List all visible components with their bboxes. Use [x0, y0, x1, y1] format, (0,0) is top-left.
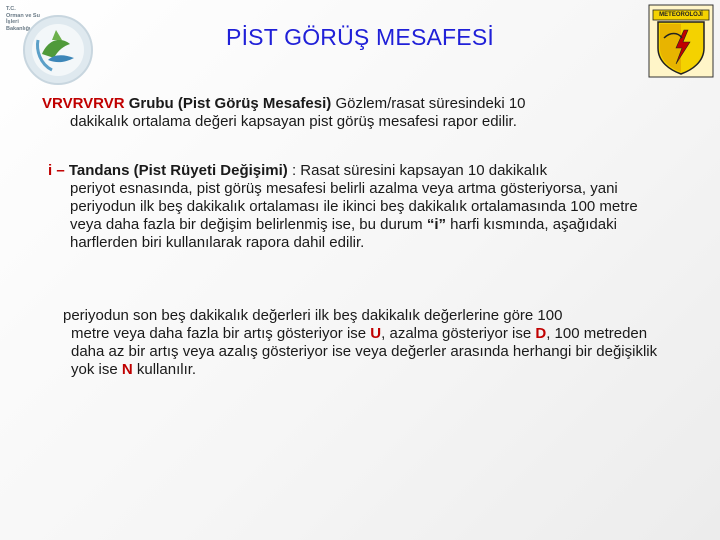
- ministry-line-3: Bakanlığı: [6, 25, 31, 32]
- group-code: VRVRVRVR: [42, 95, 125, 112]
- ministry-line-1: T.C.: [6, 6, 16, 12]
- letter-d: D: [535, 325, 547, 342]
- letters-seg3: , 100 metreden daha az bir artış veya azalış gösteriyor ise veya değerler arasında herhangi bir değişiklik yok ise: [71, 325, 658, 378]
- tendency-quote: “i”: [426, 216, 447, 233]
- tendency-paragraph: [48, 162, 668, 252]
- letters-seg2: , azalma gösteriyor ise: [381, 325, 536, 342]
- group-heading: Grubu (Pist Görüş Mesafesi): [128, 95, 332, 112]
- tendency-body: periyot esnasında, pist görüş mesafesi belirli azalma veya artma gösteriyorsa, yani periyodun ilk beş dakikalık ortalaması ile ikinci beş dakikalık ortalamasında 100 metre veya daha fazla bir değişim belirlenmiş ise, bu durum: [70, 180, 638, 233]
- tendency-code: i –: [48, 162, 65, 179]
- meteorology-logo-text: METEOROLOJİ: [659, 12, 703, 18]
- group-text-rest: dakikalık ortalama değeri kapsayan pist görüş mesafesi rapor edilir.: [70, 113, 517, 130]
- group-text-line1: Gözlem/rasat süresindeki 10: [335, 95, 526, 112]
- tendency-letters-paragraph: [63, 307, 683, 379]
- letter-u: U: [370, 325, 382, 342]
- runway-visual-range-group-paragraph: [42, 95, 682, 131]
- letter-n: N: [121, 361, 133, 378]
- tendency-heading: Tandans (Pist Rüyeti Değişimi): [68, 162, 288, 179]
- ministry-line-2: Orman ve Su İşleri: [6, 12, 40, 25]
- tendency-body-end: harfi kısmında, aşağıdaki harflerden biri kullanılarak rapora dahil edilir.: [70, 216, 617, 251]
- letters-seg1: metre veya daha fazla bir artış gösteriyor ise: [71, 325, 371, 342]
- letters-text-rest: [63, 325, 683, 379]
- page-title: PİST GÖRÜŞ MESAFESİ: [226, 24, 494, 50]
- letters-text-line1: periyodun son beş dakikalık değerleri ilk beş dakikalık değerlerine göre 100: [63, 307, 563, 324]
- tendency-text-rest: [48, 180, 668, 252]
- letters-seg4: kullanılır.: [132, 361, 197, 378]
- tendency-text-line1: : Rasat süresini kapsayan 10 dakikalık: [287, 162, 548, 179]
